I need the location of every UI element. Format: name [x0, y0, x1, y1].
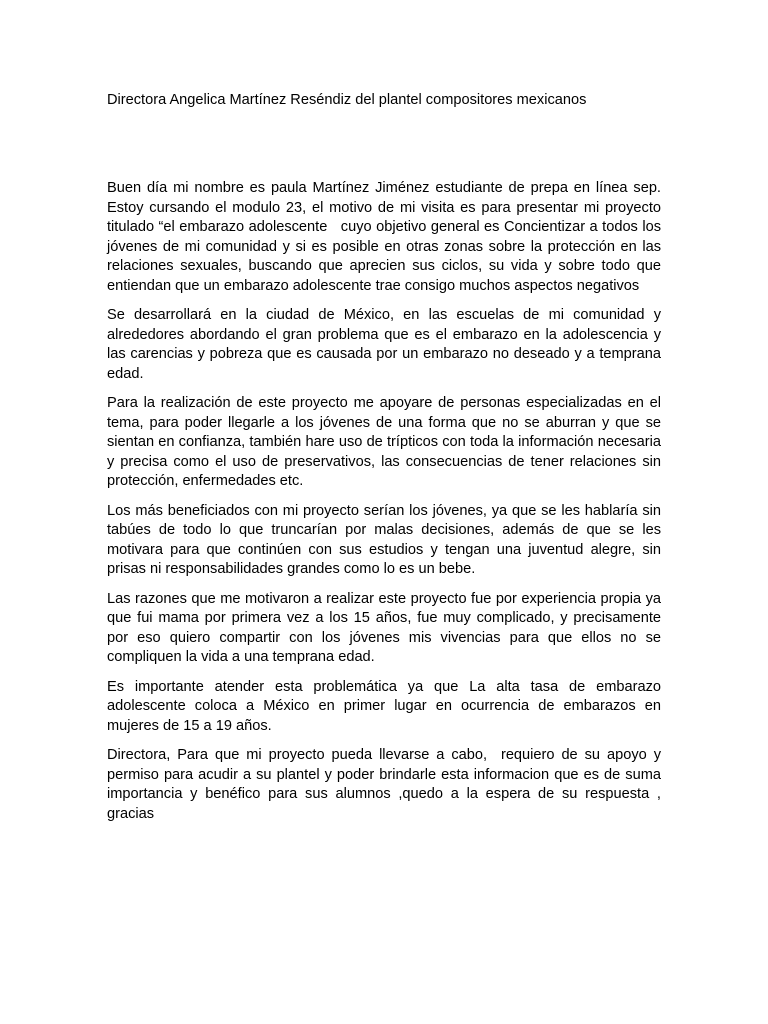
paragraph-importance: Es importante atender esta problemática ya que La alta tasa de embarazo adolescente coloca a México en primer lugar en ocurrencia de embarazos en mujeres de 15 a 19 años.: [107, 678, 666, 734]
paragraph-method: Para la realización de este proyecto me apoyare de personas especializadas en el tema, para poder llegarle a los jóvenes de una forma que no se aburran y que se sientan en confianza, también hare uso de trípticos con toda la información necesaria y precisa como el uso de preservativos, las consecuencias de tener relaciones sin protección, enfermedades etc.: [107, 395, 666, 489]
paragraph-location: Se desarrollará en la ciudad de México, en las escuelas de mi comunidad y alrededores abordando el gran problema que es el embarazo en la adolescencia y las carencias y pobreza que es causada por un embarazo no deseado y a temprana edad.: [107, 307, 666, 382]
paragraph-beneficiaries: Los más beneficiados con mi proyecto serían los jóvenes, ya que se les hablaría sin tabúes de todo lo que truncarían por malas decisiones, además de que se les motivara para que continúen con sus estudios y tengan una juventud alegre, sin prisas ni responsabilidades grandes como lo es un bebe.: [107, 502, 666, 577]
paragraph-motivation: Las razones que me motivaron a realizar este proyecto fue por experiencia propia ya que fui mama por primera vez a los 15 años, fue muy complicado, y precisamente por eso quiero compartir con los jóvenes mis vivencias para que ellos no se compliquen la vida a una temprana edad.: [107, 590, 666, 665]
letter-heading: Directora Angelica Martínez Reséndiz del plantel compositores mexicanos: [107, 92, 587, 108]
paragraph-intro: Buen día mi nombre es paula Martínez Jiménez estudiante de prepa en línea sep. Estoy cursando el modulo 23, el motivo de mi visita es para presentar mi proyecto titulado “el embarazo adolescente cuyo objetivo general es Concientizar a todos los jóvenes de mi comunidad y si es posible en otras zonas sobre la protección en las relaciones sexuales, buscando que aprecien sus ciclos, su vida y sobre todo que entiendan que un embarazo adolescente trae consigo muchos aspectos negativos: [107, 180, 666, 294]
paragraph-request: Directora, Para que mi proyecto pueda llevarse a cabo, requiero de su apoyo y permiso para acudir a su plantel y poder brindarle esta informacion que es de suma importancia y benéfico para sus alumnos ,quedo a la espera de su respuesta , gracias: [107, 747, 666, 822]
letter-body: [107, 179, 666, 834]
